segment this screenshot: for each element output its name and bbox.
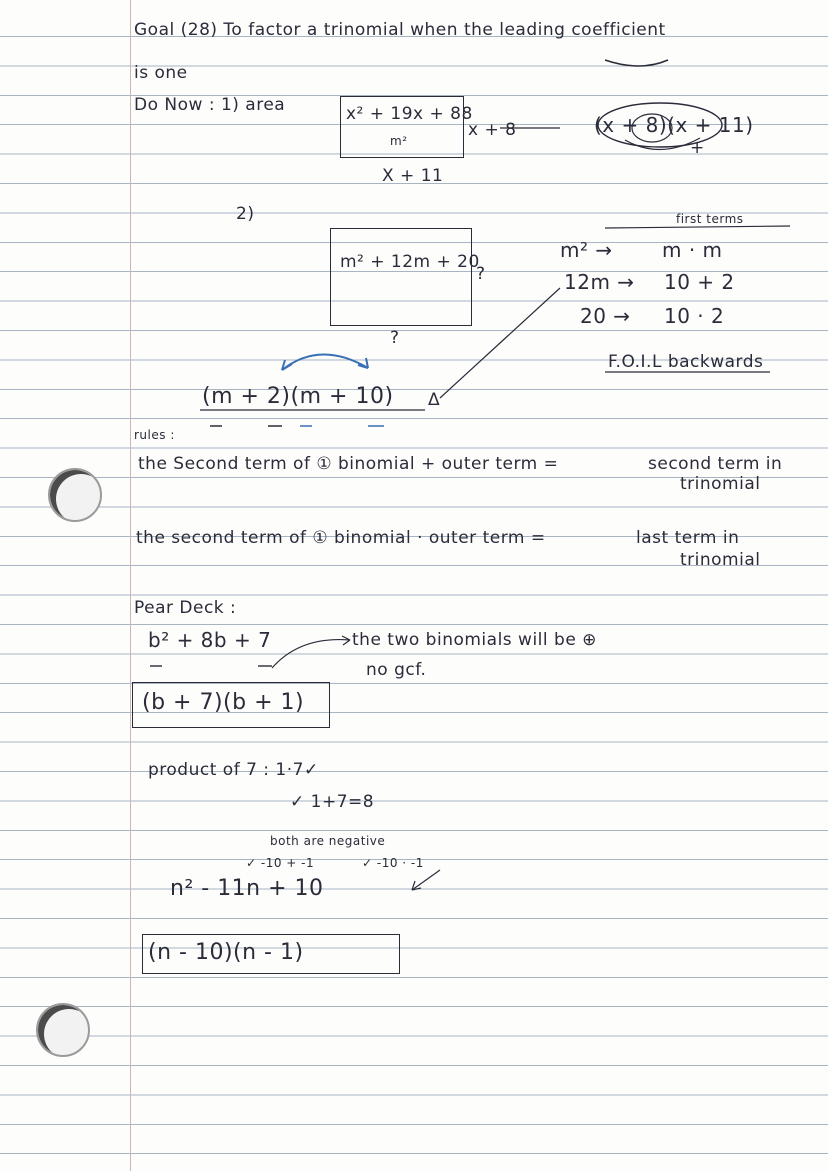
factored-result: (m + 2)(m + 10)	[202, 384, 394, 409]
area1-expression: x² + 19x + 88	[346, 104, 473, 124]
pear-deck-label: Pear Deck :	[134, 598, 237, 618]
check-line: ✓ 1+7=8	[290, 792, 375, 812]
rule-1-left: the Second term of ① binomial + outer term =	[138, 454, 559, 474]
rule-2-left: the second term of ① binomial · outer term =	[136, 528, 546, 548]
sum-check: ✓ -10 + -1	[246, 856, 315, 870]
goal-line-1: Goal (28) To factor a trinomial when the leading coefficient	[134, 20, 666, 40]
triangle-mark: Δ	[428, 390, 441, 410]
factored-circled: (x + 8)(x + 11)	[594, 113, 754, 137]
n-answer: (n - 10)(n - 1)	[148, 940, 304, 965]
first-terms-row-2-right: 10 + 2	[664, 270, 735, 294]
rules-label: rules :	[134, 428, 175, 442]
first-terms-row-1-left: m² →	[560, 238, 613, 262]
area1-side-label: x + 8	[468, 120, 517, 140]
area2-below-label: ?	[390, 328, 400, 348]
rule-1-right-1: second term in	[648, 454, 783, 474]
area2-expression: m² + 12m + 20	[340, 252, 480, 272]
n-expression: n² - 11n + 10	[170, 876, 324, 901]
product-line: product of 7 : 1·7✓	[148, 760, 319, 780]
plus-mark: +	[690, 138, 705, 158]
foil-note: F.O.I.L backwards	[608, 352, 764, 372]
rule-2-right-1: last term in	[636, 528, 740, 548]
pear-deck-expression: b² + 8b + 7	[148, 628, 272, 652]
area2-side-label: ?	[476, 264, 486, 284]
rule-1-right-2: trinomial	[680, 474, 761, 494]
product-check: ✓ -10 · -1	[362, 856, 424, 870]
binder-hole-top	[48, 468, 102, 522]
first-terms-row-3-left: 20 →	[580, 304, 631, 328]
area1-bottom-label: m²	[390, 134, 408, 148]
area-box-2	[330, 228, 472, 326]
area1-below-label: X + 11	[382, 166, 444, 186]
do-now-label: Do Now : 1) area	[134, 95, 286, 115]
goal-line-2: is one	[134, 63, 188, 83]
pear-deck-answer: (b + 7)(b + 1)	[142, 690, 305, 715]
pear-deck-note-1: the two binomials will be ⊕	[352, 630, 597, 650]
first-terms-row-3-right: 10 · 2	[664, 304, 725, 328]
margin-line	[130, 0, 131, 1171]
rule-2-right-2: trinomial	[680, 550, 761, 570]
pear-deck-note-2: no gcf.	[366, 660, 427, 680]
first-terms-row-2-left: 12m →	[564, 270, 635, 294]
binder-hole-bottom	[36, 1003, 90, 1057]
first-terms-header: first terms	[676, 212, 744, 226]
negative-note: both are negative	[270, 834, 386, 848]
item-2-label: 2)	[236, 204, 255, 224]
first-terms-row-1-right: m · m	[662, 238, 723, 262]
